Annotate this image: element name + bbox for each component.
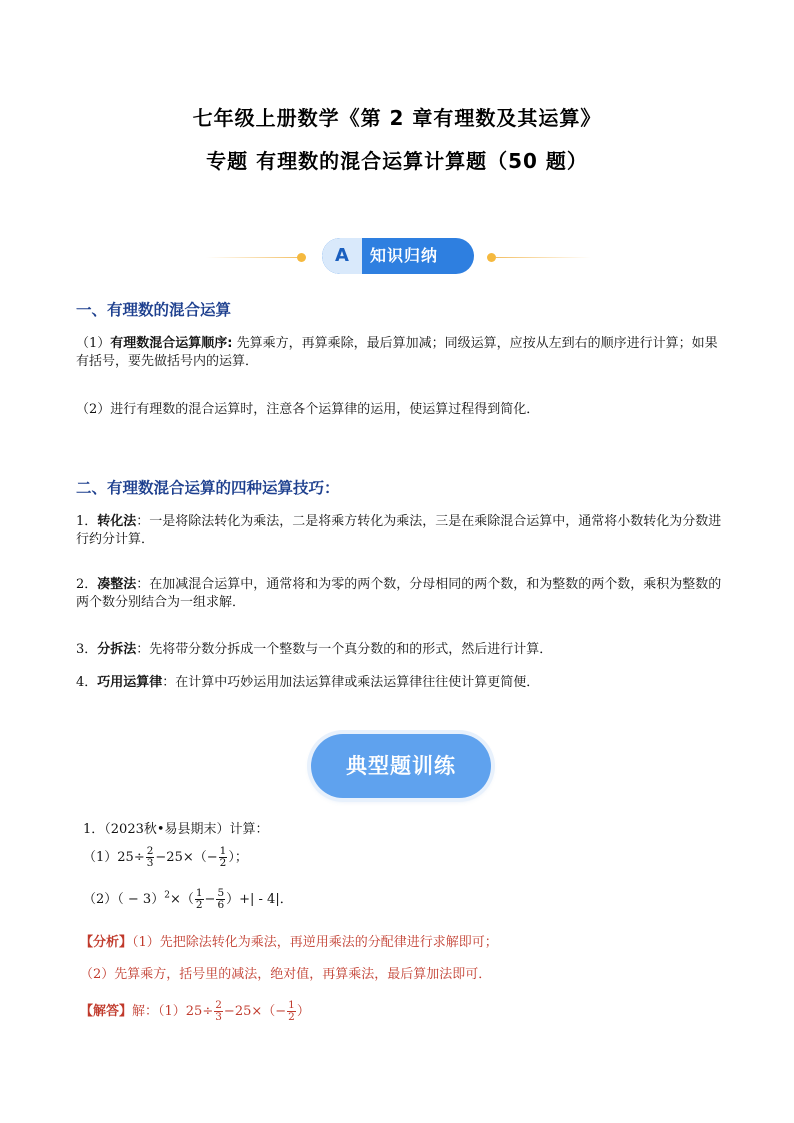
answer-tag: 【解答】 [80, 1004, 133, 1019]
analysis-tag: 【分析】 [80, 935, 133, 950]
banner-label: 知识归纳 [370, 246, 439, 265]
technique-item-3: 3．分拆法：先将带分数分拆成一个整数与一个真分数的和的形式，然后进行计算． [76, 642, 553, 657]
document-title: 七年级上册数学《第 2 章有理数及其运算》 [192, 106, 602, 130]
section-banner [0, 238, 794, 274]
typical-training-button[interactable]: 典型题训练 [311, 734, 491, 798]
analysis-line-2: （2）先算乘方，括号里的减法，绝对值，再算乘法，最后算加法即可． [80, 967, 492, 982]
banner-right-line [496, 257, 591, 258]
section1-paragraph-2: （2）进行有理数的混合运算时，注意各个运算律的运用，使运算过程得到简化． [76, 402, 540, 417]
question-1-part-1: （1）25÷ $\frac{2}{3}$ −25×（− $\frac{1}{2}$ ）； [83, 845, 248, 869]
fraction: $\frac{2}{3}$ [146, 845, 154, 869]
document-subtitle: 专题 有理数的混合运算计算题（50 题） [206, 149, 588, 173]
banner-left-line [206, 257, 301, 258]
fraction: $\frac{2}{3}$ [215, 999, 222, 1023]
fraction: $\frac{1}{2}$ [195, 887, 203, 911]
question-1-part-2: $(2)( - 3)^2\times$（ $\frac{1}{2}$ − $\frac{5}{6}$ ）+| - 4|． [83, 887, 293, 911]
technique-item-2: 2．凑整法：在加减混合运算中，通常将和为零的两个数，分母相同的两个数，和为整数的两个数，乘积为整数的两个数分别结合为一组求解． [76, 577, 722, 610]
section1-paragraph-1: （1）有理数混合运算顺序: 先算乘方，再算乘除，最后算加减；同级运算，应按从左到右的顺序进行计算；如果有括号，要先做括号内的运算． [76, 336, 718, 369]
fraction: $\frac{5}{6}$ [217, 887, 225, 911]
banner-right-dot [487, 253, 496, 262]
question-1-stem: 1．（2023秋•易县期末）计算： [83, 822, 269, 837]
banner-pill [322, 238, 474, 274]
section1-heading: 一、有理数的混合运算 [76, 301, 232, 319]
technique-item-1: 1．转化法：一是将除法转化为乘法，二是将乘方转化为乘法，三是在乘除混合运算中，通常将小数转化为分数进行约分计算． [76, 514, 722, 547]
fraction: $\frac{1}{2}$ [288, 999, 295, 1023]
banner-left-dot [297, 253, 306, 262]
section2-heading: 二、有理数混合运算的四种运算技巧： [76, 479, 340, 497]
fraction: $\frac{1}{2}$ [219, 845, 227, 869]
analysis-line-1: 【分析】（1）先把除法转化为乘法，再逆用乘法的分配律进行求解即可； [80, 935, 498, 950]
answer-line: 【解答】解：（1）25÷ $\frac{2}{3}$ −25×（− $\frac{1}{2}$ ） [80, 999, 310, 1023]
technique-item-4: 4．巧用运算律：在计算中巧妙运用加法运算律或乘法运算律往往使计算更简便． [76, 675, 540, 690]
banner-badge: A [322, 238, 362, 274]
